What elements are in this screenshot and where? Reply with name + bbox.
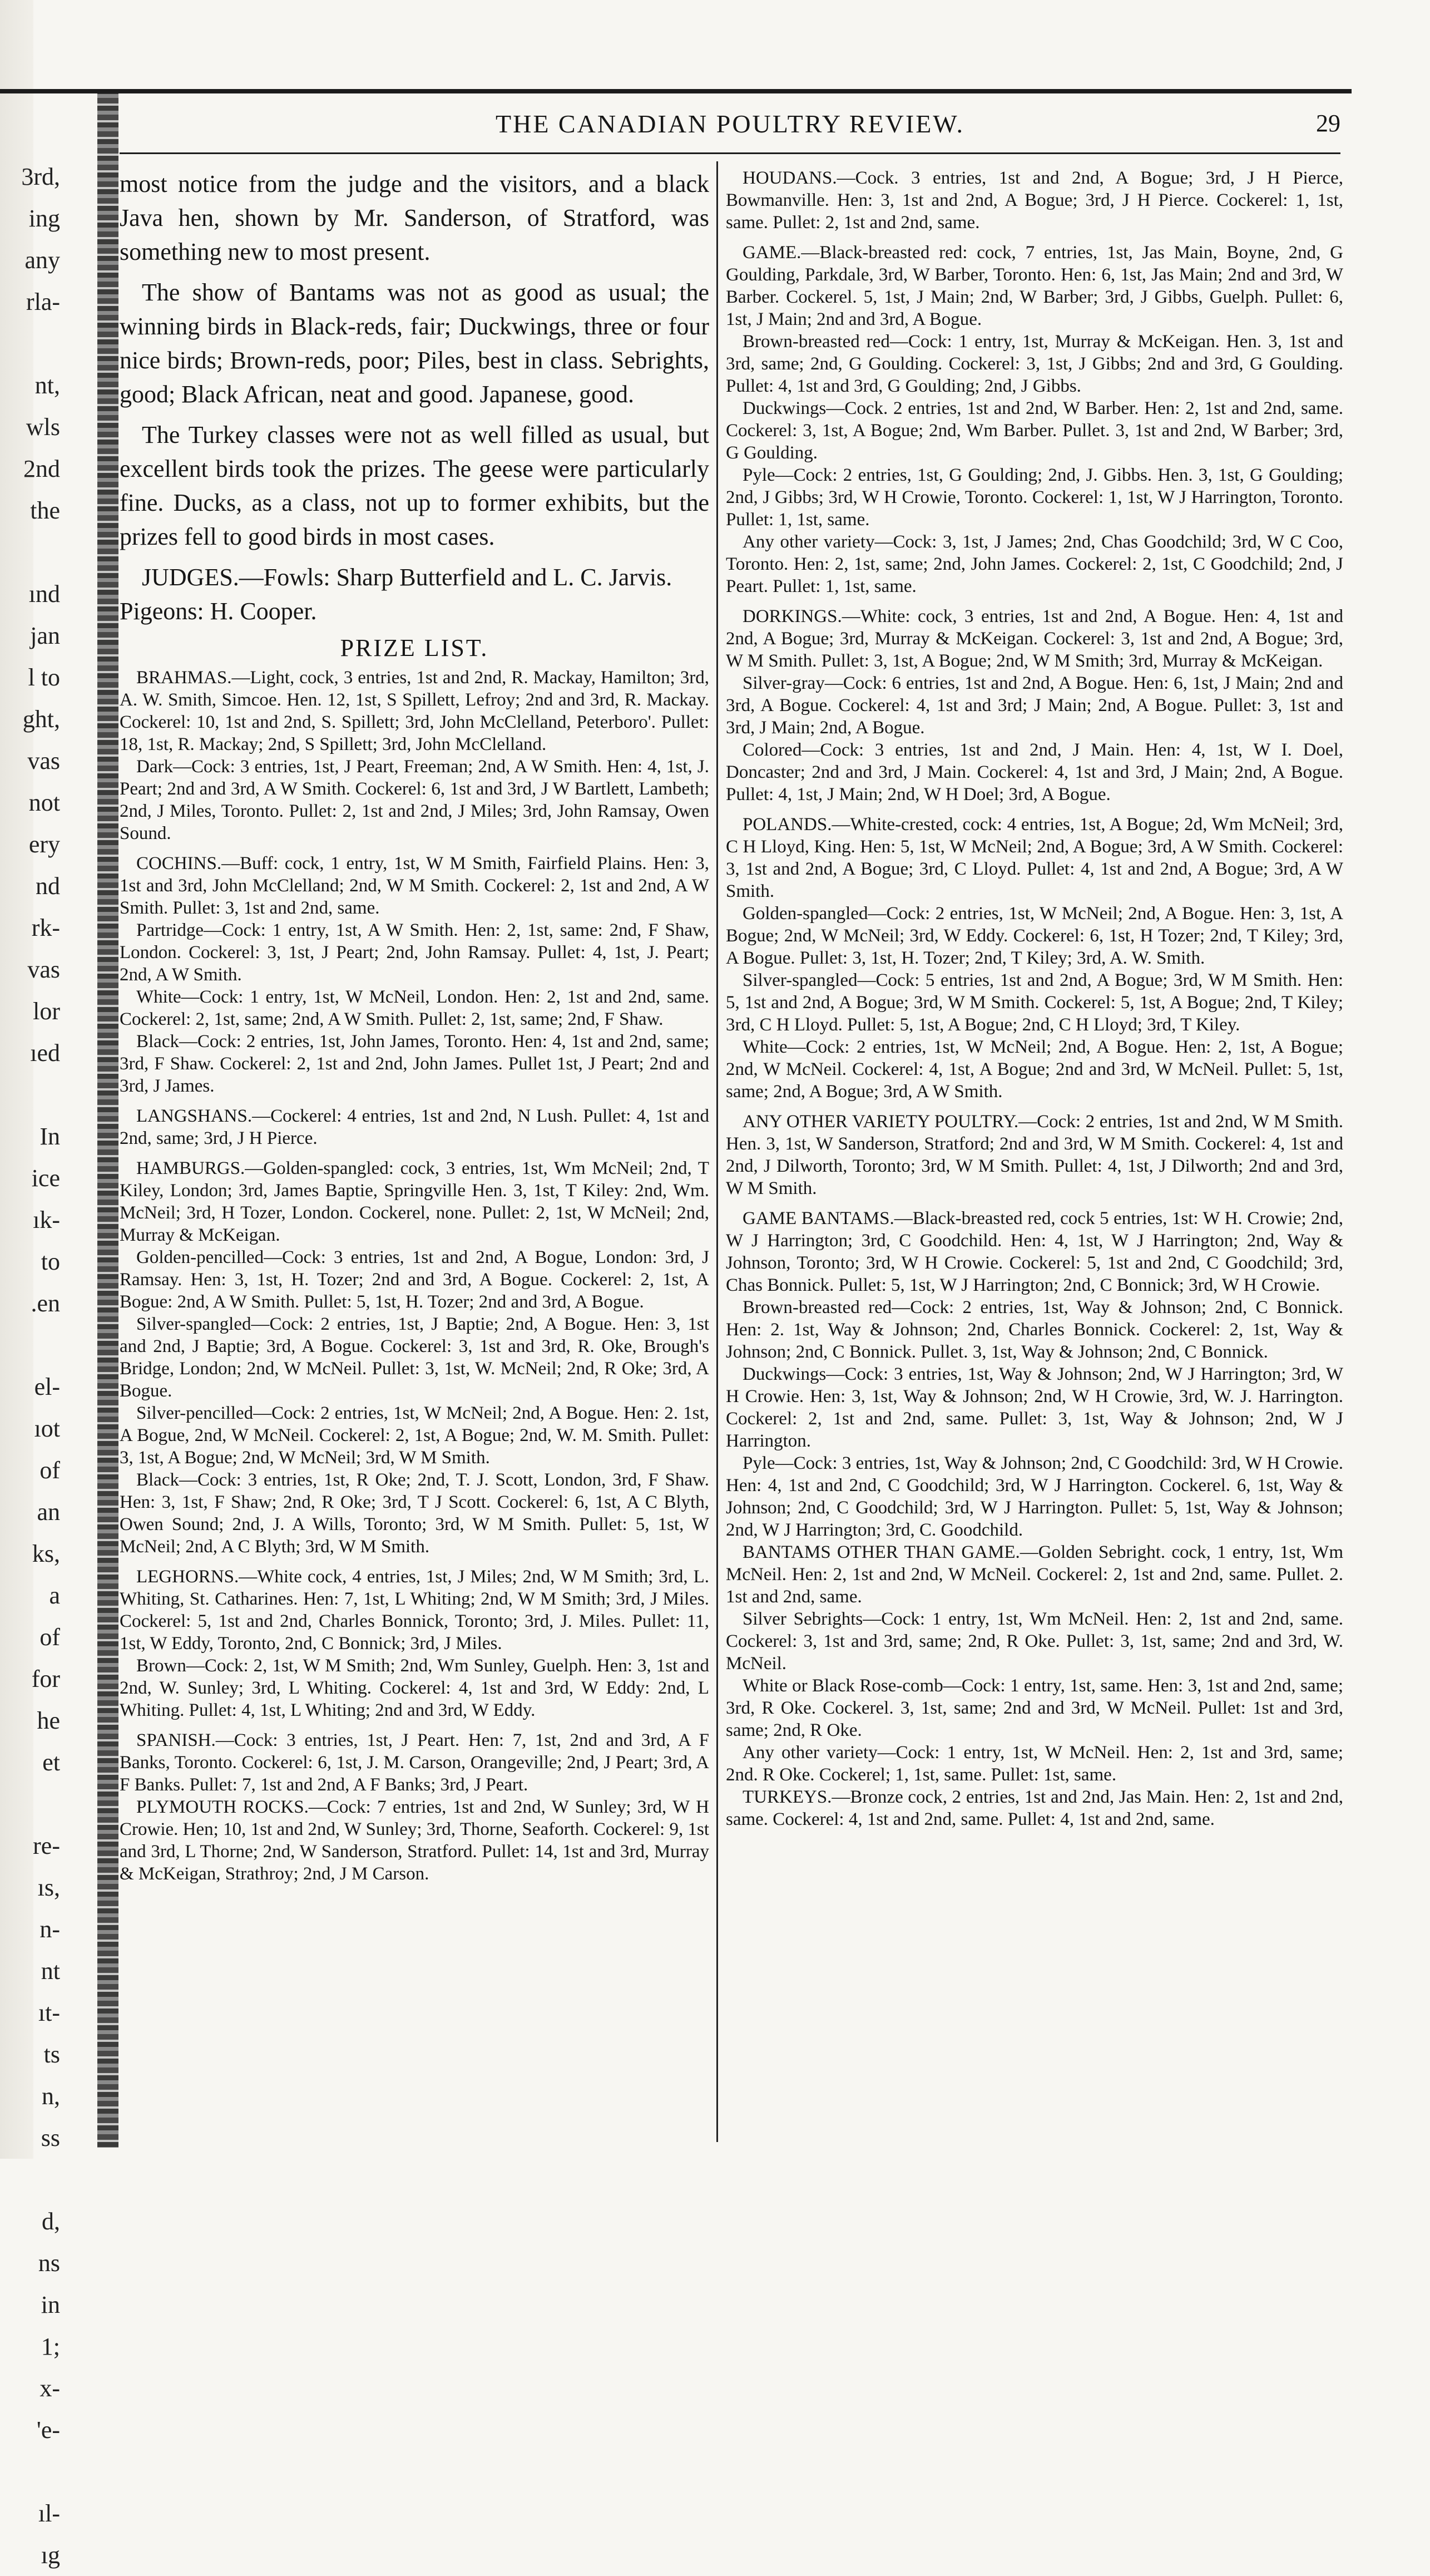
page-number: 29 (1316, 110, 1340, 137)
edge-fragment (4, 1324, 60, 1366)
edge-fragment: an (37, 1498, 60, 1526)
edge-fragment: ts (43, 2041, 60, 2068)
edge-fragment: n, (42, 2082, 60, 2110)
edge-fragment: ıed (30, 1039, 60, 1067)
prize-entry: LANGSHANS.—Cockerel: 4 entries, 1st and 2nd, N Lush. Pullet: 4, 1st and 2nd, same; 3rd, J H Pierce. (120, 1106, 709, 1148)
prize-entry: HAMBURGS.—Golden-spangled: cock, 3 entries, 1st, Wm McNeil; 2nd, T Kiley, London; 3rd, James Baptie, Springville Hen. 3, 1st, T Kiley: 2nd, Wm. McNeil; 3rd, H Tozer, London. Cockerel, none. Pullet: 2, 1st, W McNeil; 2nd, Murray & McKeigan. (120, 1158, 709, 1245)
edge-fragment: ıg (41, 2542, 60, 2569)
edge-fragment: 'e- (36, 2416, 60, 2444)
edge-fragment: ıt- (38, 1999, 60, 2026)
prize-entry: Any other variety—Cock: 1 entry, 1st, W McNeil. Hen: 2, 1st and 3rd, same; 2nd. R Oke. Cockerel; 1, 1st, same. Pullet: 1st, same. (726, 1743, 1343, 1785)
edge-fragment: of (39, 1457, 60, 1484)
edge-fragment: .en (31, 1290, 60, 1317)
prize-entry: White—Cock: 2 entries, 1st, W McNeil; 2nd, A Bogue. Hen: 2, 1st, A Bogue; 2nd, W McNeil. Cockerel: 4, 1st, A Bogue; 2nd and 3rd, W McNeil. Pullet: 5, 1st, same; 2nd, A Bogue; 3rd, A W Smith. (726, 1037, 1343, 1102)
edge-fragment: n- (39, 1916, 60, 1943)
edge-fragment: nd (36, 872, 60, 900)
prize-entry: Brown-breasted red—Cock: 2 entries, 1st, Way & Johnson; 2nd, C Bonnick. Hen: 2. 1st, Way & Johnson; 2nd, Charles Bonnick. Cockerel: 2, 1st, Way & Johnson; 2nd, C Bonnick. Pullet. 3, 1st, Way & Johnson; 2nd, C Bonnick. (726, 1297, 1343, 1362)
article-text (120, 167, 709, 554)
prize-entry: LEGHORNS.—White cock, 4 entries, 1st, J Miles; 2nd, W M Smith; 3rd, L. Whiting, St. Catharines. Hen: 7, 1st, L Whiting; 2nd, W M Smith; 3rd, J Miles. Cockerel: 5, 1st and 2nd, Charles Bonnick, Toronto; 3rd, J. Miles. Pullet: 11, 1st, W Eddy, Toronto, 2nd, C Bonnick; 3rd, J Miles. (120, 1567, 709, 1654)
prize-entry: Silver Sebrights—Cock: 1 entry, 1st, Wm McNeil. Hen: 2, 1st and 2nd, same. Cockerel: 3, 1st and 3rd, same; 2nd, R Oke. Pullet: 3, 1st, same; 2nd and 3rd, W. McNeil. (726, 1609, 1343, 1674)
header-rule (120, 152, 1340, 154)
prize-entry: GAME BANTAMS.—Black-breasted red, cock 5 entries, 1st: W H. Crowie; 2nd, W J Harrington; 3rd, C Goodchild. Hen: 4, 1st, W J Harrington; 2nd, Way & Johnson, Toronto; 3rd, W H Crowie. Cockerel: 5, 1st and 2nd, C Goodchild; 3rd, Chas Bonnick. Pullet: 5, 1st, W J Harrington; 2nd, C Bonnick; 3rd, W H Crowie. (726, 1208, 1343, 1295)
prize-entry: ANY OTHER VARIETY POULTRY.—Cock: 2 entries, 1st and 2nd, W M Smith. Hen. 3, 1st, W Sanderson, Stratford; 2nd and 3rd, W M Smith. Cockerel: 4, 1st and 2nd, J Dilworth, Toronto; 3rd, W M Smith. Pullet: 4, 1st, J Dilworth; 2nd and 3rd, W M Smith. (726, 1112, 1343, 1198)
top-rule (0, 89, 1352, 93)
paragraph: The show of Bantams was not as good as usual; the winning birds in Black-reds, fair; Duckwings, three or four nice birds; Brown-reds, poor; Piles, best in class. Sebrights, good; Black African, neat and good. Japanese, good. (120, 279, 709, 408)
prize-entry: Black—Cock: 2 entries, 1st, John James, Toronto. Hen: 4, 1st and 2nd, same; 3rd, F Shaw. Cockerel: 2, 1st and 2nd, John James. Pullet 1st, J Peart; 2nd and 3rd, J James. (120, 1032, 709, 1096)
edge-fragment (4, 1783, 60, 1825)
prize-entry: Brown—Cock: 2, 1st, W M Smith; 2nd, Wm Sunley, Guelph. Hen: 3, 1st and 2nd, W. Sunley; 3rd, L Whiting. Cockerel: 4, 1st and 3rd, W Eddy: 2nd, L Whiting. Pullet: 4, 1st, L Whiting; 2nd and 3rd, W Eddy. (120, 1656, 709, 1720)
edge-fragment: ks, (32, 1540, 60, 1567)
prize-entry: HOUDANS.—Cock. 3 entries, 1st and 2nd, A Bogue; 3rd, J H Pierce, Bowmanville. Hen: 3, 1st and 2nd, A Bogue; 3rd, J H Pierce. Cockerel: 1, 1st, same. Pullet: 2, 1st and 2nd, same. (726, 168, 1343, 233)
edge-fragment: x- (39, 2375, 60, 2402)
edge-fragment: ıs, (37, 1874, 60, 1901)
binding-edge (97, 89, 118, 2148)
edge-fragment: any (24, 246, 60, 274)
edge-fragment: lor (33, 998, 60, 1025)
left-column (120, 167, 709, 1885)
edge-fragment (4, 2451, 60, 2493)
prize-entry: Duckwings—Cock. 2 entries, 1st and 2nd, W Barber. Hen: 2, 1st and 2nd, same. Cockerel: 3, 1st, A Bogue; 2nd, Wm Barber. Pullet. 3, 1st and 2nd, W Barber; 3rd, G Goulding. (726, 398, 1343, 463)
edge-fragment: ınd (28, 580, 60, 608)
prize-entry: TURKEYS.—Bronze cock, 2 entries, 1st and 2nd, Jas Main. Hen: 2, 1st and 2nd, same. Cockerel: 4, 1st and 2nd, same. Pullet: 4, 1st and 2nd, same. (726, 1787, 1343, 1829)
prize-entry: White or Black Rose-comb—Cock: 1 entry, 1st, same. Hen: 3, 1st and 2nd, same; 3rd, R Oke. Cockerel. 3, 1st, same; 2nd and 3rd, W McNeil. Pullet: 1st and 3rd, same; 2nd, R Oke. (726, 1676, 1343, 1740)
edge-fragment: ice (31, 1164, 60, 1192)
judges-line: JUDGES.—Fowls: Sharp Butterfield and L. C. Jarvis. Pigeons: H. Cooper. (120, 564, 672, 625)
prize-entry: Golden-spangled—Cock: 2 entries, 1st, W McNeil; 2nd, A Bogue. Hen: 3, 1st, A Bogue; 2nd, W McNeil; 3rd, W Eddy. Cockerel: 6, 1st, H Tozer; 2nd, T Kiley; 3rd, A Bogue. Pullet: 3, 1st, H. Tozer; 2nd, T Kiley; 3rd, A. W. Smith. (726, 904, 1343, 968)
prize-entry: Silver-spangled—Cock: 2 entries, 1st, J Baptie; 2nd, A Bogue. Hen: 3, 1st and 2nd, J Baptie; 3rd, A Bogue. Cockerel: 3, 1st and 3rd, R. Oke, Brough's Bridge, London; 2nd, W McNeil. Pullet: 3, 1st, W. McNeil; 2nd, R Oke; 3rd, A Bogue. (120, 1314, 709, 1401)
edge-fragment: d, (42, 2208, 60, 2235)
edge-fragment: In (39, 1123, 60, 1150)
paragraph: most notice from the judge and the visitors, and a black Java hen, shown by Mr. Sanderson, of Stratford, was something new to most present. (120, 170, 709, 265)
prize-entry: Duckwings—Cock: 3 entries, 1st, Way & Johnson; 2nd, W J Harrington; 3rd, W H Crowie. Hen: 3, 1st, Way & Johnson; 2nd, W H Crowie, 3rd, W. J. Harrington. Cockerel: 2, 1st and 2nd, same. Pullet: 3, 1st, Way & Johnson; 2nd, W J Harrington. (726, 1364, 1343, 1451)
prize-entry: White—Cock: 1 entry, 1st, W McNeil, London. Hen: 2, 1st and 2nd, same. Cockerel: 2, 1st, same; 2nd, A W Smith. Pullet: 2, 1st, same; 2nd, F Shaw. (120, 987, 709, 1029)
prize-entry: Silver-spangled—Cock: 5 entries, 1st and 2nd, A Bogue; 3rd, W M Smith. Hen: 5, 1st and 2nd, A Bogue; 3rd, W M Smith. Cockerel: 5, 1st, A Bogue; 2nd, T Kiley; 3rd, C H Lloyd. Pullet: 5, 1st, A Bogue; 2nd, C H Lloyd; 3rd, T Kiley. (726, 970, 1343, 1035)
edge-fragment: jan (30, 622, 60, 649)
edge-fragment: ns (38, 2249, 60, 2277)
paragraph: The Turkey classes were not as well filled as usual, but excellent birds took the prizes. The geese were particularly fine. Ducks, as a class, not up to former exhibits, but the prizes fell to good birds in most cases. (120, 421, 709, 550)
edge-fragment: re- (33, 1832, 60, 1859)
edge-fragment: nt (41, 1957, 60, 1985)
edge-fragment: ery (28, 831, 60, 858)
edge-fragment: the (30, 497, 60, 524)
edge-fragment: ık- (33, 1206, 60, 1233)
edge-fragment: 2nd (23, 455, 60, 482)
edge-fragment (4, 1074, 60, 1116)
prize-list-right (726, 167, 1343, 1830)
prize-entry: Any other variety—Cock: 3, 1st, J James; 2nd, Chas Goodchild; 3rd, W C Coo, Toronto. Hen: 2, 1st, same; 2nd, John James. Cockerel: 2, 1st, C Goodchild; 2nd, J Peart. Pullet: 1, 1st, same. (726, 532, 1343, 596)
prize-entry: Silver-pencilled—Cock: 2 entries, 1st, W McNeil; 2nd, A Bogue. Hen: 2. 1st, A Bogue, 2nd, W McNeil. Cockerel: 2, 1st, A Bogue; 2nd, W. M. Smith. Pullet: 3, 1st, A Bogue; 2nd, W McNeil; 3rd, W M Smith. (120, 1403, 709, 1468)
previous-page-edge-text (4, 156, 60, 2576)
journal-title: THE CANADIAN POULTRY REVIEW. (496, 110, 964, 138)
edge-fragment: in (41, 2291, 60, 2318)
edge-fragment: not (28, 789, 60, 816)
edge-fragment: he (37, 1707, 60, 1734)
edge-fragment: et (42, 1749, 60, 1776)
edge-fragment: a (49, 1582, 60, 1609)
edge-fragment: to (41, 1248, 60, 1275)
prize-entry: Brown-breasted red—Cock: 1 entry, 1st, Murray & McKeigan. Hen. 3, 1st and 3rd, same; 2nd, G Goulding. Cockerel: 3, 1st, J Gibbs; 2nd and 3rd, G Goulding. Pullet: 4, 1st and 3rd, G Goulding; 2nd, J Gibbs. (726, 332, 1343, 396)
edge-fragment: ght, (22, 705, 60, 733)
prize-entry: BRAHMAS.—Light, cock, 3 entries, 1st and 2nd, R. Mackay, Hamilton; 3rd, A. W. Smith, Simcoe. Hen. 12, 1st, S Spillett, Lefroy; 2nd and 3rd, R. Mackay. Cockerel: 10, 1st and 2nd, S. Spillett; 3rd, John McClelland, Peterboro'. Pullet: 18, 1st, R. Mackay; 2nd, S Spillett; 3rd, John McClelland. (120, 668, 709, 754)
edge-fragment: of (39, 1623, 60, 1651)
edge-fragment: rla- (26, 288, 60, 315)
edge-fragment: for (31, 1665, 60, 1692)
edge-fragment (4, 323, 60, 364)
prize-entry: Partridge—Cock: 1 entry, 1st, A W Smith. Hen: 2, 1st, same: 2nd, F Shaw, London. Cockerel: 3, 1st, J Peart; 2nd, John Ramsay. Pullet: 4, 1st, J. Peart; 2nd, A W Smith. (120, 920, 709, 985)
edge-fragment: ss (41, 2124, 60, 2151)
edge-fragment: ıot (34, 1415, 60, 1442)
prize-entry: Colored—Cock: 3 entries, 1st and 2nd, J Main. Hen: 4, 1st, W I. Doel, Doncaster; 2nd and 3rd, J Main. Cockerel: 4, 1st and 3rd, J Main; 2nd, A Bogue. Pullet: 4, 1st, J Main; 2nd, W H Doel; 3rd, A Bogue. (726, 740, 1343, 805)
edge-fragment: rk- (31, 914, 60, 941)
prize-entry: Pyle—Cock: 3 entries, 1st, Way & Johnson; 2nd, C Goodchild: 3rd, W H Crowie. Hen: 4, 1st and 2nd, C Goodchild; 3rd, W J Harrington. Cockerel. 6, 1st, Way & Johnson; 2nd, C Goodchild; 3rd, W J Harrington. Pullet: 5, 1st, Way & Johnson; 2nd, W J Harrington; 3rd, C. Goodchild. (726, 1453, 1343, 1540)
prize-entry: Dark—Cock: 3 entries, 1st, J Peart, Freeman; 2nd, A W Smith. Hen: 4, 1st, J. Peart; 2nd and 3rd, A W Smith. Cockerel: 6, 1st and 3rd, J W Bartlett, Lambeth; 2nd, J Miles, Toronto. Pullet: 2, 1st and 2nd, J Miles; 3rd, John Ramsay, Owen Sound. (120, 757, 709, 843)
edge-fragment (4, 2159, 60, 2200)
edge-fragment: l to (28, 664, 60, 691)
prize-entry: Black—Cock: 3 entries, 1st, R Oke; 2nd, T. J. Scott, London, 3rd, F Shaw. Hen: 3, 1st, F Shaw; 2nd, R Oke; 3rd, T J Scott. Cockerel: 6, 1st, A C Blyth, Owen Sound; 2nd, J. A Wills, Toronto; 3rd, W M Smith. Pullet: 5, 1st, W McNeil; 2nd, A C Blyth; 3rd, W M Smith. (120, 1470, 709, 1557)
edge-fragment: 1; (41, 2333, 60, 2360)
prize-entry: BANTAMS OTHER THAN GAME.—Golden Sebright. cock, 1 entry, 1st, Wm McNeil. Hen: 2, 1st and 2nd, W McNeil. Cockerel: 2, 1st and 2nd, same. Pullet. 2. 1st and 2nd, same. (726, 1542, 1343, 1607)
edge-fragment (4, 531, 60, 573)
prize-entry: POLANDS.—White-crested, cock: 4 entries, 1st, A Bogue; 2d, Wm McNeil; 3rd, C H Lloyd, King. Hen: 5, 1st, W McNeil; 2nd, A Bogue; 3rd, A W Smith. Cockerel: 3, 1st and 2nd, A Bogue; 3rd, C Lloyd. Pullet: 4, 1st and 2nd, A Bogue; 3rd, A W Smith. (726, 815, 1343, 901)
right-column (726, 167, 1343, 1830)
column-divider (716, 161, 718, 2142)
edge-fragment: nt, (34, 372, 60, 399)
edge-fragment: el- (34, 1373, 60, 1400)
edge-fragment: ing (28, 205, 60, 232)
prize-list-heading: PRIZE LIST. (340, 634, 489, 662)
edge-fragment: ıl- (38, 2500, 60, 2527)
prize-entry: PLYMOUTH ROCKS.—Cock: 7 entries, 1st and 2nd, W Sunley; 3rd, W H Crowie. Hen; 10, 1st and 2nd, W Sunley; 3rd, Thorne, Seaforth. Cockerel: 9, 1st and 3rd, L Thorne; 2nd, W Sanderson, Stratford. Pullet: 14, 1st and 3rd, Murray & McKeigan, Strathroy; 2nd, J M Carson. (120, 1797, 709, 1884)
edge-fragment: wls (26, 413, 60, 441)
edge-fragment: vas (27, 747, 60, 774)
edge-fragment: 3rd, (21, 163, 60, 190)
prize-entry: SPANISH.—Cock: 3 entries, 1st, J Peart. Hen: 7, 1st, 2nd and 3rd, A F Banks, Toronto. Cockerel: 6, 1st, J. M. Carson, Orangeville; 2nd, J Peart; 3rd, A F Banks. Pullet: 7, 1st and 2nd, A F Banks; 3rd, J Peart. (120, 1730, 709, 1795)
prize-entry: GAME.—Black-breasted red: cock, 7 entries, 1st, Jas Main, Boyne, 2nd, G Goulding, Parkdale, 3rd, W Barber, Toronto. Hen: 6, 1st, Jas Main; 2nd and 3rd, W Barber. Cockerel. 5, 1st, J Main; 2nd, W Barber; 3rd, J Gibbs, Guelph. Pullet: 6, 1st, J Main; 2nd and 3rd, A Bogue. (726, 243, 1343, 329)
edge-fragment: vas (27, 956, 60, 983)
prize-entry: Silver-gray—Cock: 6 entries, 1st and 2nd, A Bogue. Hen: 6, 1st, J Main; 2nd and 3rd, A Bogue. Cockerel: 4, 1st and 3rd; J Main; 2nd, A Bogue. Pullet: 3, 1st and 3rd, J Main; 2nd, A Bogue. (726, 673, 1343, 738)
prize-entry: Golden-pencilled—Cock: 3 entries, 1st and 2nd, A Bogue, London: 3rd, J Ramsay. Hen: 3, 1st, H. Tozer; 2nd and 3rd, A Bogue. Cockerel: 2, 1st, A Bogue: 2nd, A W Smith. Pullet: 5, 1st, H. Tozer; 2nd and 3rd, A Bogue. (120, 1247, 709, 1312)
prize-entry: DORKINGS.—White: cock, 3 entries, 1st and 2nd, A Bogue. Hen: 4, 1st and 2nd, A Bogue; 3rd, Murray & McKeigan. Cockerel: 3, 1st and 2nd, A Bogue; 3rd, W M Smith. Pullet: 3, 1st, A Bogue; 2nd, W M Smith; 3rd, Murray & McKeigan. (726, 606, 1343, 671)
prize-list-left (120, 667, 709, 1885)
prize-entry: Pyle—Cock: 2 entries, 1st, G Goulding; 2nd, J. Gibbs. Hen. 3, 1st, G Goulding; 2nd, J Gibbs; 3rd, W H Crowie, Toronto. Cockerel: 1, 1st, W J Harrington, Toronto. Pullet: 1, 1st, same. (726, 465, 1343, 530)
page-header (120, 109, 1340, 142)
prize-entry: COCHINS.—Buff: cock, 1 entry, 1st, W M Smith, Fairfield Plains. Hen: 3, 1st and 3rd, John McClelland; 2nd, W M Smith. Cockerel: 2, 1st and 2nd, A W Smith. Pullet: 3, 1st and 2nd, same. (120, 853, 709, 918)
